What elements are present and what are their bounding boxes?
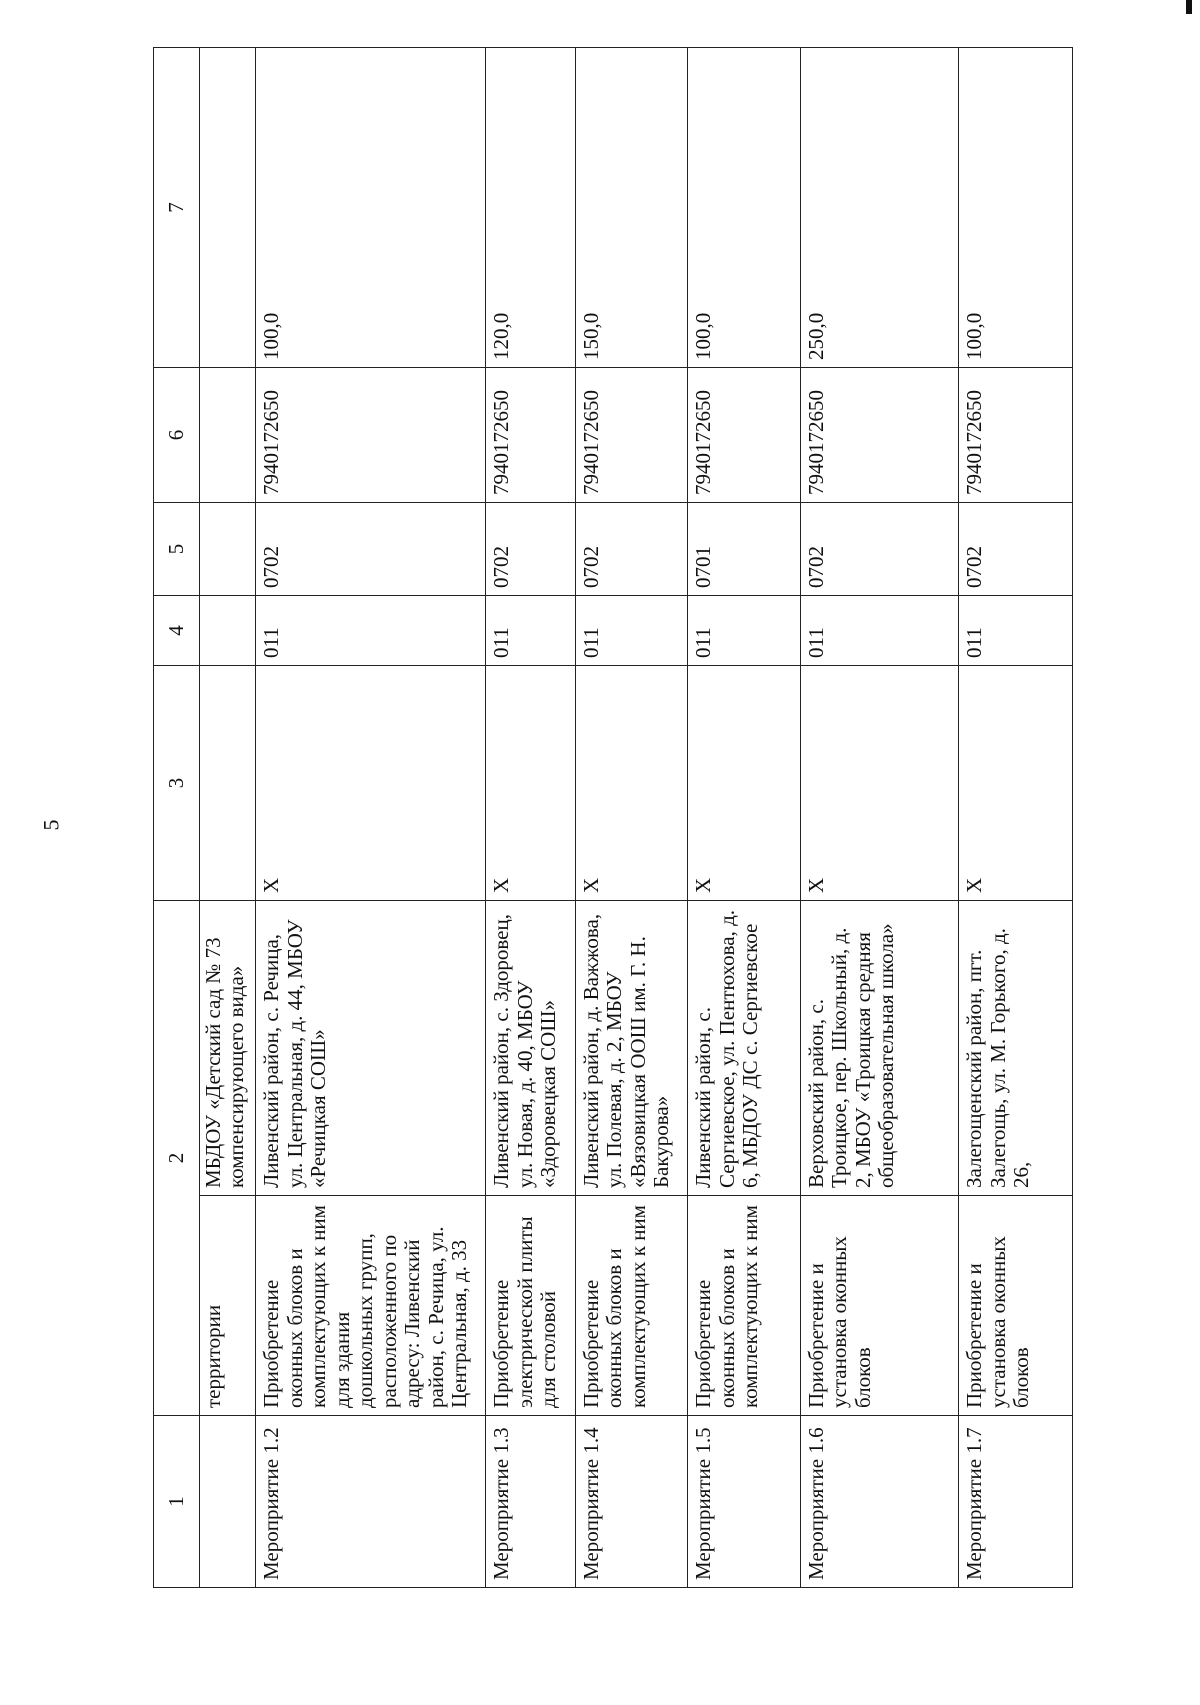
rotated-table-container [153,48,1073,1588]
cell: 011 [575,596,688,666]
cell: 0702 [256,503,486,596]
cell: Мероприятие 1.6 [800,1416,958,1588]
table-row [959,48,1073,1588]
cell: Х [256,666,486,901]
cell: 7940172650 [256,368,486,503]
cell: 011 [256,596,486,666]
cell: Мероприятие 1.4 [575,1416,688,1588]
cell: Ливенский район, с. Здоровец, ул. Новая, д. 40, МБОУ «Здоровецкая СОШ» [486,901,576,1196]
cell [199,666,255,901]
cell: Мероприятие 1.5 [688,1416,801,1588]
cell: Приобретение оконных блоков и комплектующих к ним [688,1196,801,1416]
table-row [256,48,486,1588]
header-cell-1: 1 [154,1416,200,1588]
cell: 011 [486,596,576,666]
header-cell-6: 6 [154,368,200,503]
cell: Залегощенский район, пгт. Залегощь, ул. М. Горького, д. 26, [959,901,1073,1196]
corner-mark [1186,0,1192,14]
cell: Х [959,666,1073,901]
cell: Верховский район, с. Троицкое, пер. Школьный, д. 2, МБОУ «Троицкая средняя общеобразовательная школа» [800,901,958,1196]
cell [199,596,255,666]
cell [199,1416,255,1588]
cell: 7940172650 [575,368,688,503]
cell: 120,0 [486,48,576,368]
cell: 100,0 [256,48,486,368]
cell: Ливенский район, с. Сергиевское, ул. Пентюхова, д. 6, МБДОУ ДС с. Сергиевское [688,901,801,1196]
header-cell-5: 5 [154,503,200,596]
cell: 011 [959,596,1073,666]
cell: Приобретение оконных блоков и комплектующих к ним [575,1196,688,1416]
cell: Приобретение электрической плиты для столовой [486,1196,576,1416]
cell: 0702 [959,503,1073,596]
cell: Х [800,666,958,901]
cell: 100,0 [688,48,801,368]
cell [199,48,255,368]
cell: 011 [800,596,958,666]
cell: Мероприятие 1.3 [486,1416,576,1588]
cell: 0702 [486,503,576,596]
cell: 011 [688,596,801,666]
cell: 100,0 [959,48,1073,368]
header-cell-7: 7 [154,48,200,368]
continuation-row [199,48,255,1588]
cell: 0702 [800,503,958,596]
header-cell-3: 3 [154,666,200,901]
cell: Ливенский район, с. Речица, ул. Центральная, д. 44, МБОУ «Речицкая СОШ» [256,901,486,1196]
cell: Приобретение оконных блоков и комплектующих к ним для здания дошкольных групп, расположенного по адресу: Ливенский район, с. Речица, ул. Центральная, д. 33 [256,1196,486,1416]
cell [199,503,255,596]
header-row [154,48,200,1588]
cell: 250,0 [800,48,958,368]
cell: Х [486,666,576,901]
cell: 7940172650 [486,368,576,503]
cell: территории [199,1196,255,1416]
cell [199,368,255,503]
data-table [153,47,1073,1588]
cell: МБДОУ «Детский сад № 73 компенсирующего вида» [199,901,255,1196]
cell: 7940172650 [688,368,801,503]
cell: 7940172650 [959,368,1073,503]
cell: Х [575,666,688,901]
cell: Х [688,666,801,901]
cell: Приобретение и установка оконных блоков [800,1196,958,1416]
table-row [688,48,801,1588]
cell: 7940172650 [800,368,958,503]
cell: 0701 [688,503,801,596]
header-cell-4: 4 [154,596,200,666]
page-number: 5 [38,819,64,831]
cell: Мероприятие 1.2 [256,1416,486,1588]
cell: 150,0 [575,48,688,368]
cell: Ливенский район, д. Важжова, ул. Полевая, д. 2, МБОУ «Вязовицкая ООШ им. Г. Н. Бакурова» [575,901,688,1196]
table-row [486,48,576,1588]
cell: Мероприятие 1.7 [959,1416,1073,1588]
cell: 0702 [575,503,688,596]
cell: Приобретение и установка оконных блоков [959,1196,1073,1416]
table-row [800,48,958,1588]
table-row [575,48,688,1588]
header-cell-2: 2 [154,901,200,1416]
